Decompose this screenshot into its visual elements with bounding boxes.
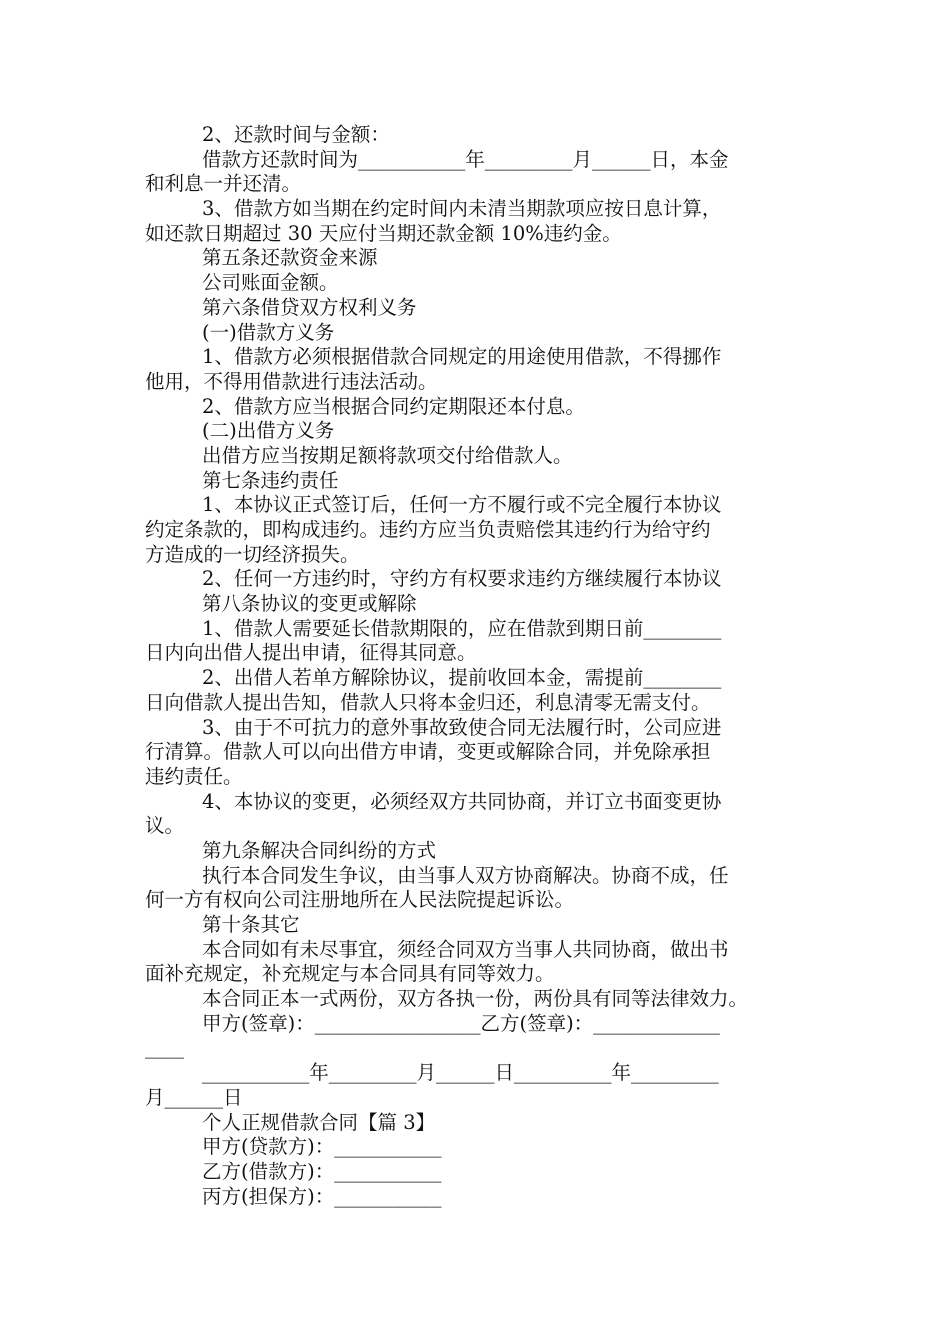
text-line: ____ [145,1036,184,1060]
text-line: 乙方(借款方)：___________ [202,1159,442,1183]
text-line: 2、任何一方违约时，守约方有权要求违约方继续履行本协议 [202,567,722,591]
text-line: 面补充规定，补充规定与本合同具有同等效力。 [145,962,555,986]
text-line: 何一方有权向公司注册地所在人民法院提起诉讼。 [145,888,575,912]
text-line: 甲方(签章)：_________________乙方(签章)：_____________ [202,1011,720,1035]
text-line: 第七条违约责任 [202,468,339,492]
text-line: 约定条款的，即构成违约。违约方应当负责赔偿其违约行为给守约 [145,518,711,541]
text-line: 第八条协议的变更或解除 [202,592,417,616]
text-line: 丙方(担保方)：___________ [202,1184,442,1208]
text-line: 行清算。借款人可以向出借方申请，变更或解除合同，并免除承担 [145,740,711,764]
text-line: 他用，不得用借款进行违法活动。 [145,369,438,393]
text-line: 3、由于不可抗力的意外事故致使合同无法履行时，公司应进 [202,715,722,739]
text-line: 2、出借人若单方解除协议，提前收回本金，需提前________ [202,666,722,690]
text-line: 借款方还款时间为___________年_________月______日，本金 [202,147,729,171]
text-line: 本合同正本一式两份，双方各执一份，两份具有同等法律效力。 [202,987,749,1011]
text-line: 公司账面金额。 [202,271,339,295]
text-line: 1、本协议正式签订后，任何一方不履行或不完全履行本协议 [202,493,722,517]
text-line: 3、借款方如当期在约定时间内未清当期款项应按日息计算， [202,197,722,221]
text-line: 日内向出借人提出申请，征得其同意。 [145,641,477,665]
text-line: 出借方应当按期足额将款项交付给借款人。 [202,443,573,467]
text-line: 1、借款方必须根据借款合同规定的用途使用借款，不得挪作 [202,345,722,369]
text-line: 日向借款人提出告知，借款人只将本金归还，利息清零无需支付。 [145,690,711,714]
text-line: 2、借款方应当根据合同约定期限还本付息。 [202,394,585,418]
text-line: 甲方(贷款方)：___________ [202,1135,442,1159]
text-line: 方造成的一切经济损失。 [145,542,360,566]
text-line: 第五条还款资金来源 [202,246,378,270]
text-line: 1、借款人需要延长借款期限的，应在借款到期日前________ [202,616,722,640]
text-line: ___________年_________月______日__________年_________ [202,1061,719,1085]
text-line: (二)出借方义务 [202,419,335,443]
text-line: 本合同如有未尽事宜，须经合同双方当事人共同协商，做出书 [202,937,729,961]
text-line: 第十条其它 [202,913,300,936]
text-line: 第六条借贷双方权利义务 [202,295,417,319]
text-line: 第九条解决合同纠纷的方式 [202,838,437,862]
text-line: 如还款日期超过 30 天应付当期还款金额 10%违约金。 [145,221,622,245]
text-line: 议。 [145,814,185,838]
text-line: 2、还款时间与金额： [202,123,390,146]
text-line: 4、本协议的变更，必须经双方共同协商，并订立书面变更协 [202,789,722,813]
text-line: (一)借款方义务 [202,320,335,344]
text-line: 执行本合同发生争议，由当事人双方协商解决。协商不成，任 [202,863,729,887]
text-line: 违约责任。 [145,764,243,788]
text-line: 个人正规借款合同【篇 3】 [202,1110,436,1134]
text-line: 和利息一并还清。 [145,172,302,196]
text-line: 月______日 [145,1085,243,1109]
document-body [145,123,810,1209]
